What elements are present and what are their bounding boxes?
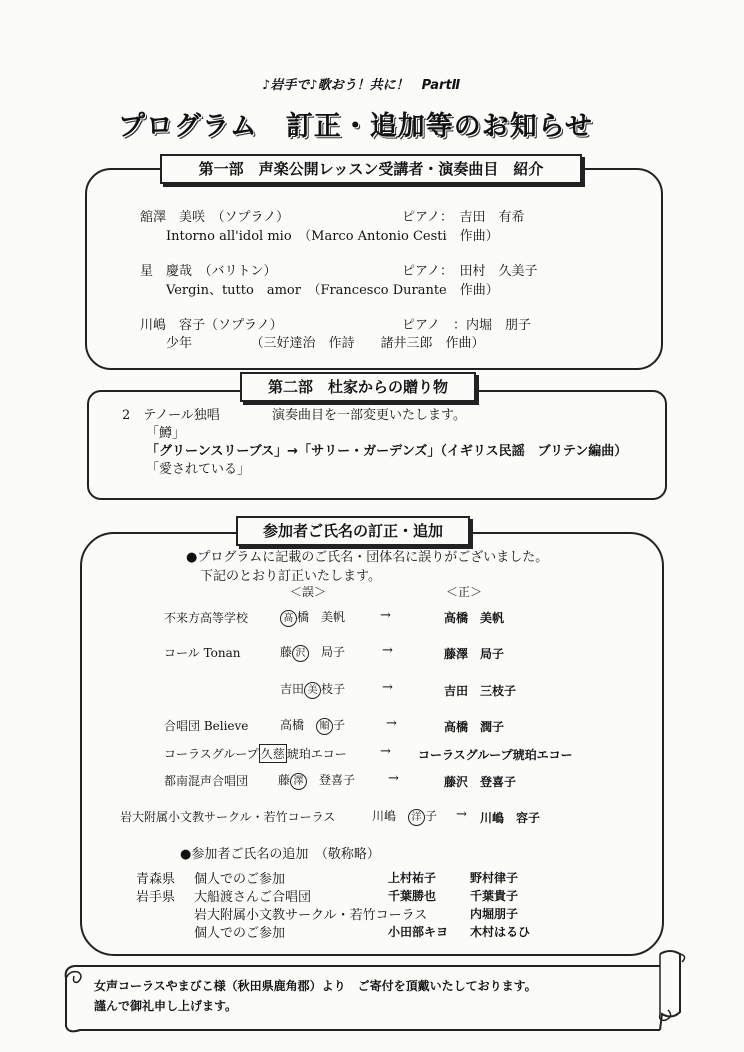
correction-koras-right: コーラスグループ琥珀エコー bbox=[418, 748, 573, 762]
mark-circle: 洋 bbox=[408, 809, 425, 826]
performer-1-song: Intorno all'idol mio （Marco Antonio Cesti 作曲） bbox=[166, 229, 499, 244]
arrow: → bbox=[382, 680, 393, 695]
arrow: → bbox=[380, 744, 391, 759]
addition-4-name1: 小田部キヨ bbox=[388, 925, 449, 939]
mark-circle: 沢 bbox=[292, 645, 309, 662]
addition-2-name1: 千葉勝也 bbox=[388, 889, 437, 903]
performer-1-name: 舘澤 美咲 （ソプラノ） bbox=[140, 210, 290, 225]
correction-iwadai-wrong: 川嶋 洋 子 bbox=[372, 807, 437, 826]
arrow: → bbox=[386, 716, 397, 731]
correction-koras-wrong: コーラスグループ 久慈 琥珀エコー bbox=[164, 744, 347, 763]
addition-4-group: 個人でのご参加 bbox=[194, 926, 286, 941]
page-title: プログラム 訂正・追加等のお知らせ bbox=[118, 111, 593, 142]
mark-circle: 髙 bbox=[280, 610, 297, 627]
addition-2-name2: 千葉貴子 bbox=[470, 889, 519, 903]
song-change: 「グリーンスリーブス」→「サリー・ガーデンズ」（イギリス民謡 ブリテン編曲） bbox=[146, 444, 628, 459]
mark-circle: 澤 bbox=[290, 773, 307, 790]
col-right-label: ＜正＞ bbox=[446, 585, 483, 599]
addition-1-group: 個人でのご参加 bbox=[194, 872, 286, 887]
correction-2-wrong: 藤 沢 局子 bbox=[280, 643, 345, 662]
performer-1-piano: ピアノ： 吉田 有希 bbox=[402, 210, 525, 225]
correction-3-right: 吉田 三枝子 bbox=[444, 684, 517, 698]
footer-line-2: 謹んで御礼申し上げます。 bbox=[94, 999, 238, 1013]
correction-3-wrong: 吉田 美 枝子 bbox=[280, 680, 345, 699]
correction-5-right: 藤沢 登喜子 bbox=[444, 775, 517, 789]
correction-4-right: 高橋 潤子 bbox=[444, 720, 505, 734]
song-masu: 「鱒」 bbox=[146, 426, 186, 441]
arrow: → bbox=[382, 643, 393, 658]
mark-circle: 順 bbox=[316, 718, 333, 735]
page-subtitle: ♪岩手で♪歌おう！共に！ PartⅡ bbox=[262, 78, 461, 93]
col-wrong-label: ＜誤＞ bbox=[290, 585, 327, 599]
part1-heading: 第一部 声楽公開レッスン受講者・演奏曲目 紹介 bbox=[160, 154, 582, 184]
correction-5-group: 都南混声合唱団 bbox=[164, 774, 249, 788]
correction-intro-1: ●プログラムに記載のご氏名・団体名に誤りがございました。 bbox=[186, 550, 549, 565]
correction-iwadai-group: 岩大附属小文教サークル・若竹コーラス bbox=[120, 810, 336, 824]
addition-1-name1: 上村祐子 bbox=[388, 871, 437, 885]
correction-iwadai-right: 川嶋 容子 bbox=[480, 811, 541, 825]
addition-1-name2: 野村律子 bbox=[470, 871, 519, 885]
mark-box: 久慈 bbox=[259, 744, 287, 763]
song-aisareteiru: 「愛されている」 bbox=[146, 462, 251, 477]
correction-1-wrong: 髙 橋 美帆 bbox=[280, 608, 345, 627]
correction-1-group: 不来方高等学校 bbox=[164, 611, 249, 625]
correction-5-wrong: 藤 澤 登喜子 bbox=[278, 771, 355, 790]
additions-heading: ●参加者ご氏名の追加 （敬称略） bbox=[180, 847, 380, 862]
performer-2-song: Vergin、tutto amor （Francesco Durante 作曲） bbox=[166, 283, 499, 298]
performer-2-name: 星 慶哉 （バリトン） bbox=[140, 264, 277, 279]
mark-circle: 美 bbox=[304, 682, 321, 699]
arrow: → bbox=[456, 807, 467, 822]
arrow: → bbox=[388, 771, 399, 786]
correction-4-group: 合唱団 Believe bbox=[164, 719, 249, 733]
program-change-note: 演奏曲目を一部変更いたします。 bbox=[272, 408, 466, 423]
correction-1-right: 高橋 美帆 bbox=[444, 611, 505, 625]
addition-1-pref: 青森県 bbox=[136, 872, 176, 887]
correction-2-group: コール Tonan bbox=[164, 646, 241, 660]
correction-4-wrong: 高橋 順 子 bbox=[280, 716, 345, 735]
performer-2-piano: ピアノ： 田村 久美子 bbox=[402, 264, 538, 279]
footer-line-1: 女声コーラスやまびこ様（秋田県鹿角郡）より ご寄付を頂戴いたしております。 bbox=[94, 979, 537, 993]
performer-3-song: 少年 （三好達治 作詩 諸井三郎 作曲） bbox=[166, 336, 485, 351]
performer-3-name: 川嶋 容子（ソプラノ） bbox=[140, 318, 283, 333]
addition-4-name2: 木村はるひ bbox=[470, 925, 531, 939]
correction-2-right: 藤澤 局子 bbox=[444, 647, 505, 661]
part2-heading: 第二部 杜家からの贈り物 bbox=[240, 372, 476, 402]
tenor-solo-label: 2 テノール独唱 bbox=[122, 408, 220, 423]
arrow: → bbox=[380, 608, 391, 623]
performer-3-piano: ピアノ ：内堀 朋子 bbox=[402, 318, 531, 333]
addition-3-group: 岩大附属小文教サークル・若竹コーラス bbox=[194, 908, 428, 923]
correction-intro-2: 下記のとおり訂正いたします。 bbox=[200, 569, 381, 584]
part3-heading: 参加者ご氏名の訂正・追加 bbox=[236, 516, 470, 546]
addition-2-group: 大船渡さんご合唱団 bbox=[194, 890, 312, 905]
addition-2-pref: 岩手県 bbox=[136, 890, 176, 905]
addition-3-name2: 内堀朋子 bbox=[470, 907, 519, 921]
